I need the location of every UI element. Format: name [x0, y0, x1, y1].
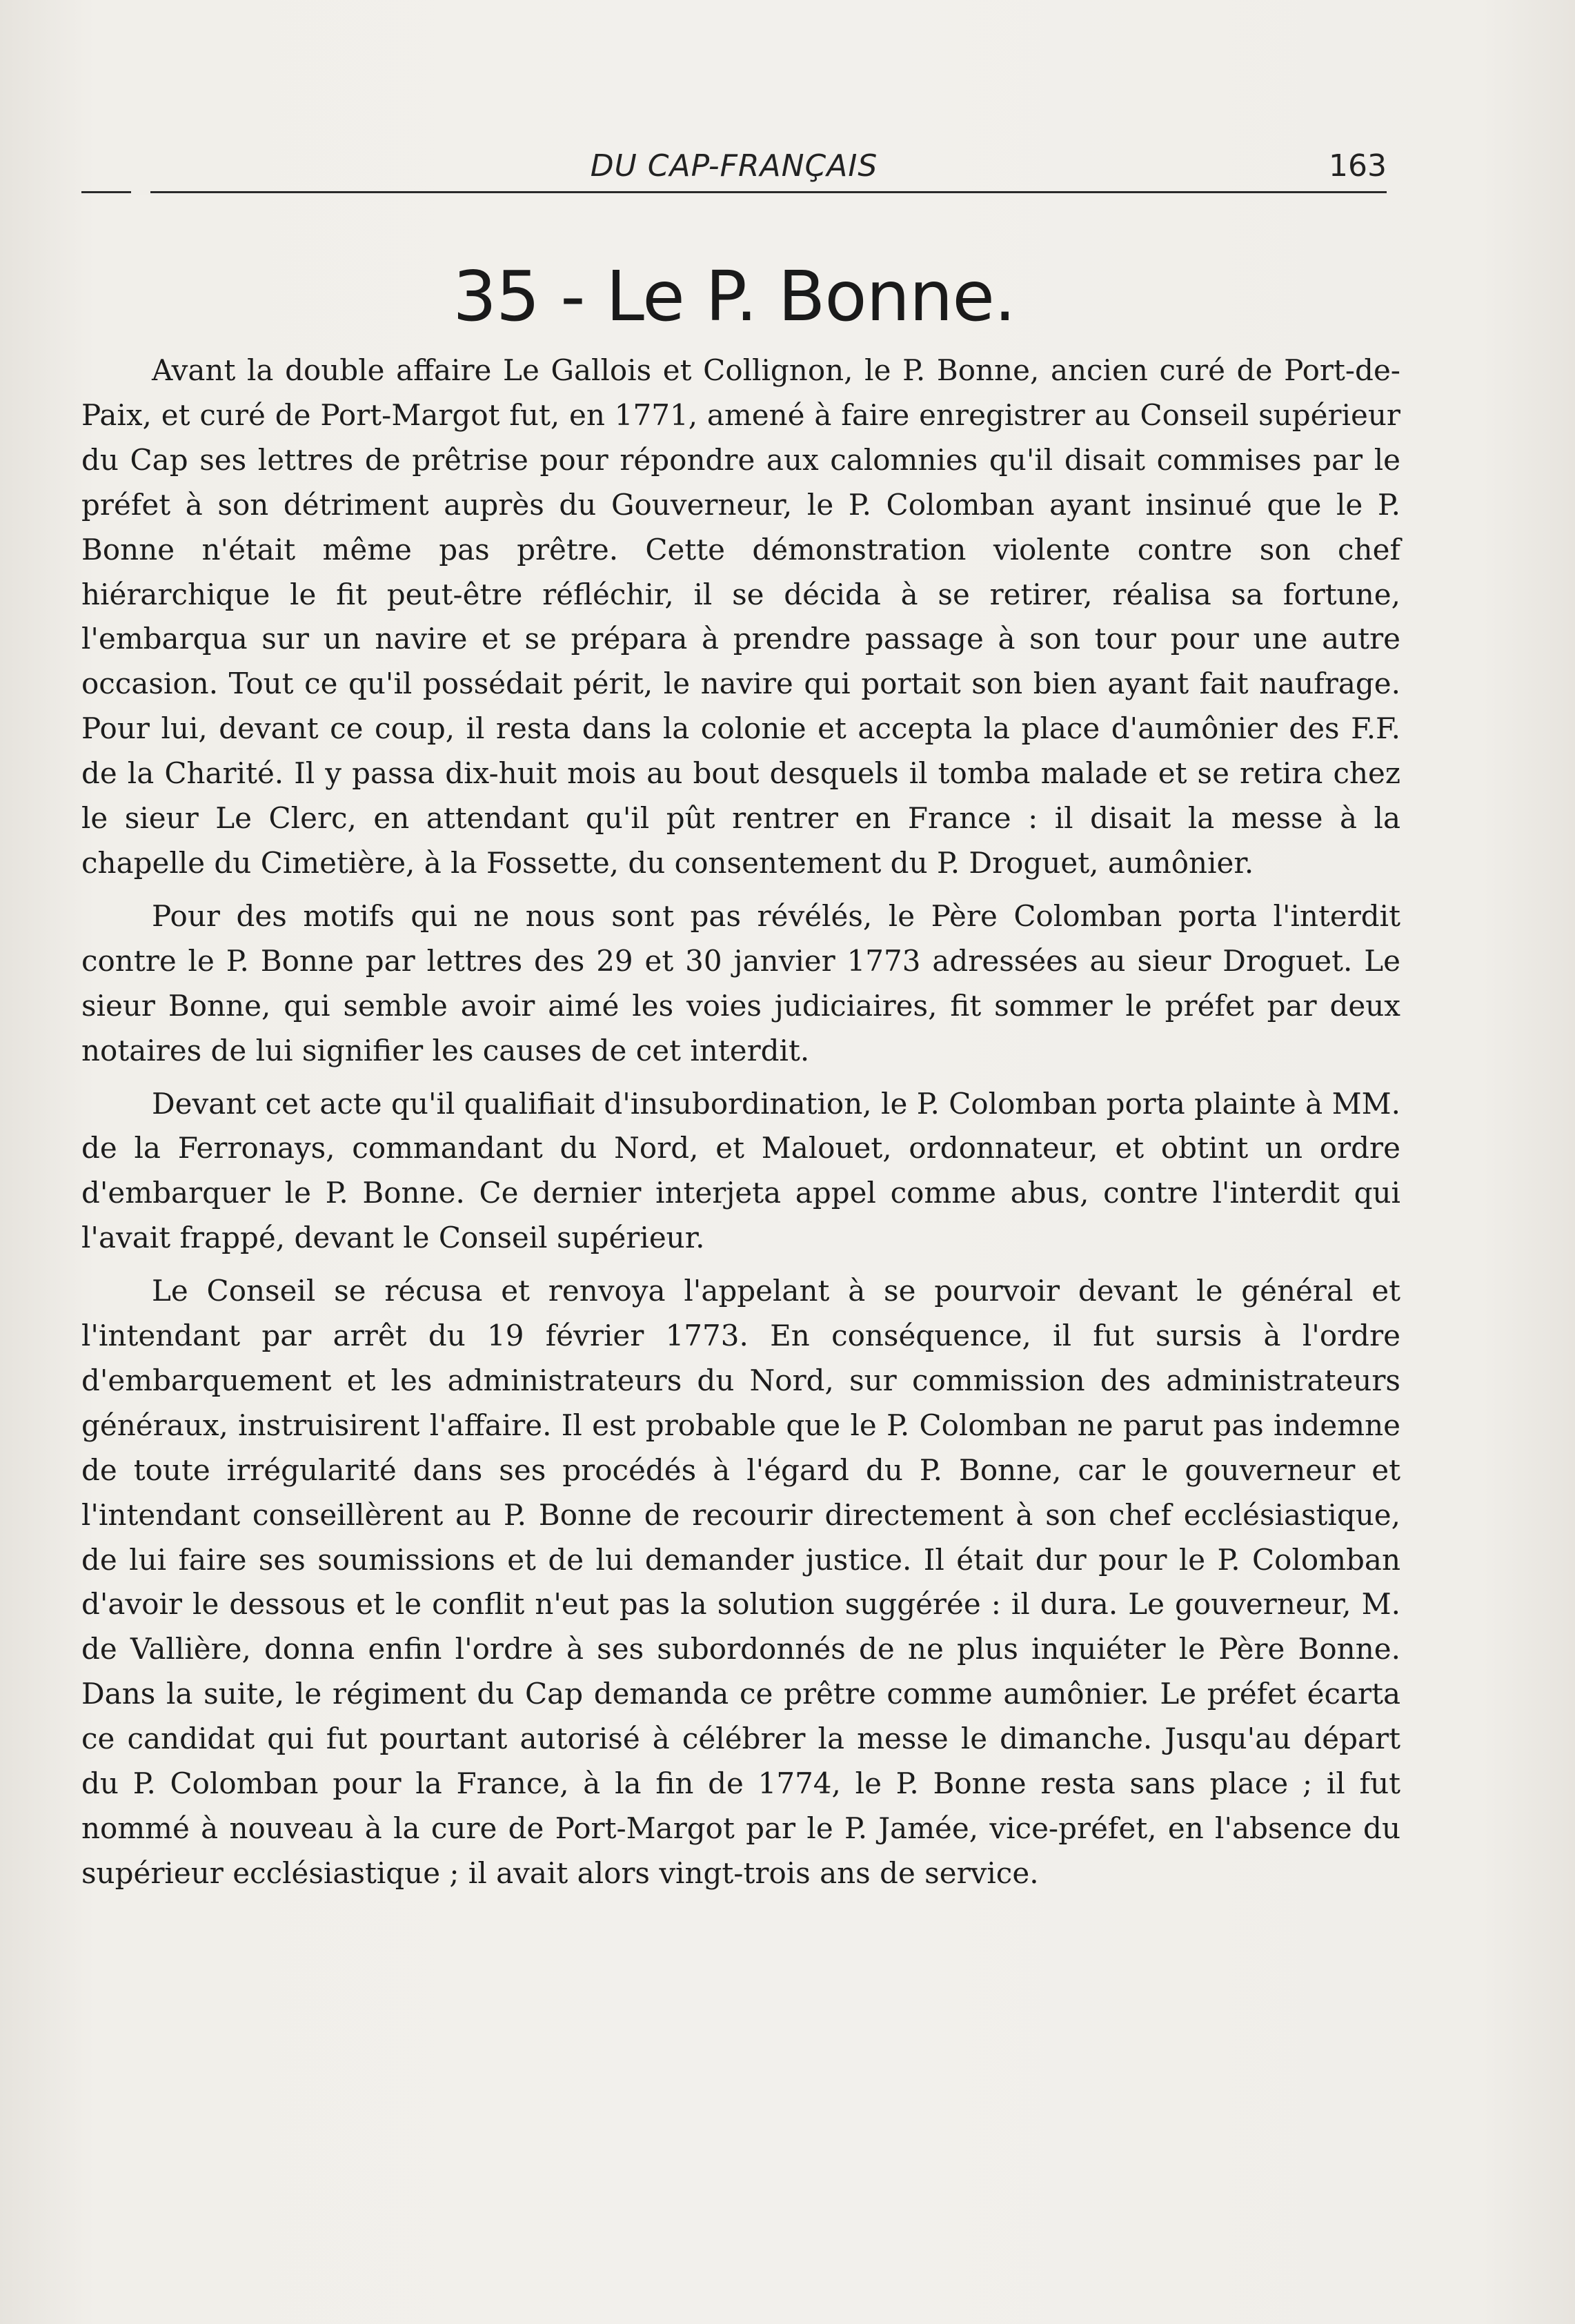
paragraph-4: Le Conseil se récusa et renvoya l'appelant à se pourvoir devant le général et l'intendant par arrêt du 19 février 1773. En conséquence, il fut sursis à l'ordre d'embarquement et les administrateurs du Nord, sur commission des administrateurs généraux, instruisirent l'affaire. Il est probable que le P. Colomban ne parut pas indemne de toute irrégularité dans ses procédés à l'égard du P. Bonne, car le gouverneur et l'intendant conseillèrent au P. Bonne de recourir directement à son chef ecclésiastique, de lui faire ses soumissions et de lui demander justice. Il était dur pour le P. Colomban d'avoir le dessous et le conflit n'eut pas la solution suggérée : il dura. Le gouverneur, M. de Vallière, donna enfin l'ordre à ses subordonnés de ne plus inquiéter le Père Bonne. Dans la suite, le régiment du Cap demanda ce prêtre comme aumônier. Le préfet écarta ce candidat qui fut pourtant autorisé à célébrer la messe le dimanche. Jusqu'au départ du P. Colomban pour la France, à la fin de 1774, le P. Bonne resta sans place ; il fut nommé à nouveau à la cure de Port-Margot par le P. Jamée, vice-préfet, en l'absence du supérieur ecclésiastique ; il avait alors vingt-trois ans de service.: [81, 1274, 1400, 1890]
header-rule: [81, 191, 1387, 193]
chapter-title: 35 - Le P. Bonne.: [453, 256, 1016, 337]
paragraph-3: Devant cet acte qu'il qualifiait d'insubordination, le P. Colomban porta plainte à MM. de la Ferronays, commandant du Nord, et Malouet, ordonnateur, et obtint un ordre d'embarquer le P. Bonne. Ce dernier interjeta appel comme abus, contre l'interdit qui l'avait frappé, devant le Conseil supérieur.: [81, 1086, 1400, 1255]
running-header: [81, 141, 1387, 197]
page-number: 163: [1329, 148, 1387, 184]
running-title: DU CAP-FRANÇAIS: [590, 148, 878, 184]
paragraph-1: Avant la double affaire Le Gallois et Collignon, le P. Bonne, ancien curé de Port-de-Paix, et curé de Port-Margot fut, en 1771, amené à faire enregistrer au Conseil supérieur du Cap ses lettres de prêtrise pour répondre aux calomnies qu'il disait commises par le préfet à son détriment auprès du Gouverneur, le P. Colomban ayant insinué que le P. Bonne n'était même pas prêtre. Cette démonstration violente contre son chef hiérarchique le fit peut-être réfléchir, il se décida à se retirer, réalisa sa fortune, l'embarqua sur un navire et se prépara à prendre passage à son tour pour une autre occasion. Tout ce qu'il possédait périt, le navire qui portait son bien ayant fait naufrage. Pour lui, devant ce coup, il resta dans la colonie et accepta la place d'aumônier des F.F. de la Charité. Il y passa dix-huit mois au bout desquels il tomba malade et se retira chez le sieur Le Clerc, en attendant qu'il pût rentrer en France : il disait la messe à la chapelle du Cimetière, à la Fossette, du consentement du P. Droguet, aumônier.: [81, 353, 1400, 880]
paragraph-2: Pour des motifs qui ne nous sont pas révélés, le Père Colomban porta l'interdit contre le P. Bonne par lettres des 29 et 30 janvier 1773 adressées au sieur Droguet. Le sieur Bonne, qui semble avoir aimé les voies judiciaires, fit sommer le préfet par deux notaires de lui signifier les causes de cet interdit.: [81, 898, 1400, 1067]
body-text: [81, 348, 1400, 1896]
header-rule-gap: [131, 190, 150, 195]
